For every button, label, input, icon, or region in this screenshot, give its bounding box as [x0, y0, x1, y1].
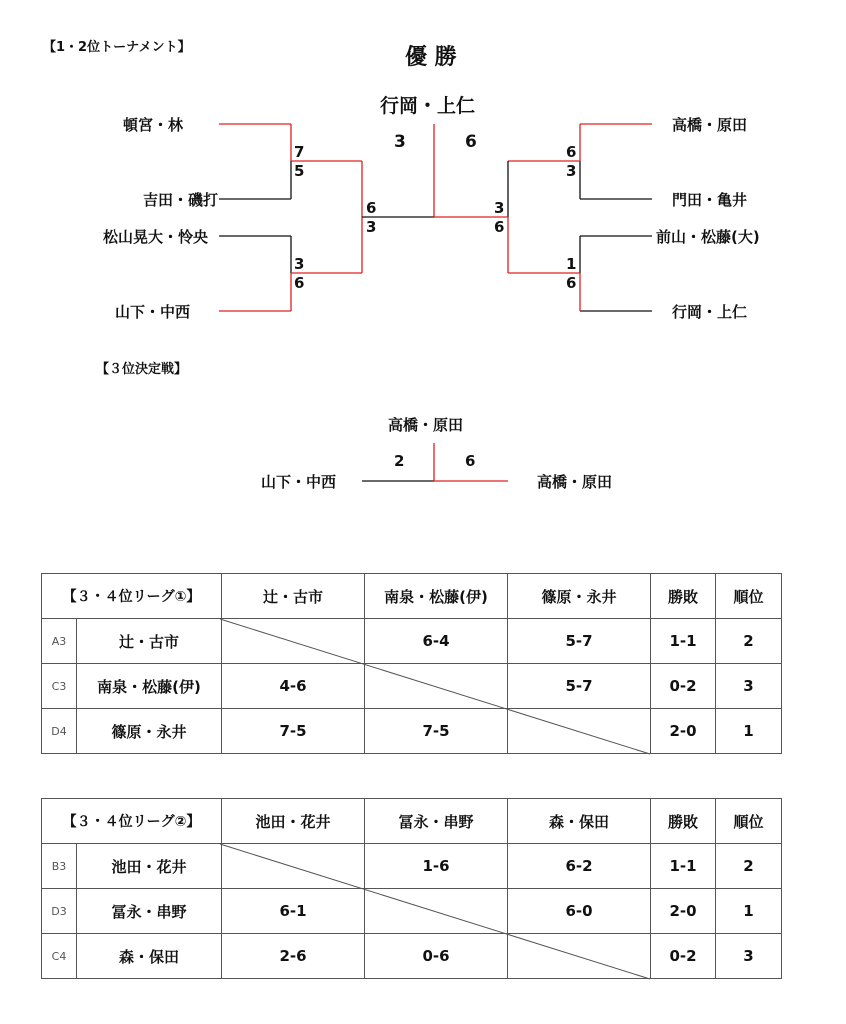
league-2-col-2: 冨永・串野 — [365, 799, 508, 844]
left-player-3: 松山晃大・怜央 — [102, 228, 208, 246]
league-2-col-rank: 順位 — [716, 799, 782, 844]
third-place-score-left: 2 — [394, 452, 405, 470]
rank-cell: 1 — [716, 889, 782, 934]
right-r1-m1-score-top: 6 — [566, 143, 577, 161]
row-player-name: 篠原・永井 — [77, 709, 222, 754]
result-cell: 7-5 — [365, 709, 508, 754]
league-1-col-1: 辻・古市 — [222, 574, 365, 619]
right-r1-m2-score-top: 1 — [566, 255, 577, 273]
row-player-name: 池田・花井 — [77, 844, 222, 889]
seed-label: C4 — [42, 934, 77, 979]
third-place-winner: 高橋・原田 — [388, 416, 464, 434]
third-place-score-right: 6 — [465, 452, 476, 470]
left-player-2: 吉田・磯打 — [142, 191, 218, 209]
tournament-section-label: 【1・2位トーナメント】 — [43, 40, 191, 55]
record-cell: 0-2 — [651, 664, 716, 709]
rank-cell: 3 — [716, 934, 782, 979]
rank-cell: 2 — [716, 844, 782, 889]
right-semi-score-bottom: 6 — [494, 218, 505, 236]
rank-cell: 2 — [716, 619, 782, 664]
result-cell: 6-0 — [508, 889, 651, 934]
left-r1-m2-score-top: 3 — [294, 255, 305, 273]
rank-cell: 3 — [716, 664, 782, 709]
row-player-name: 南泉・松藤(伊) — [77, 664, 222, 709]
record-cell: 2-0 — [651, 709, 716, 754]
seed-label: C3 — [42, 664, 77, 709]
left-player-4: 山下・中西 — [114, 303, 190, 321]
seed-label: A3 — [42, 619, 77, 664]
left-semi-score-top: 6 — [366, 199, 377, 217]
league-1-col-2: 南泉・松藤(伊) — [365, 574, 508, 619]
result-cell: 6-1 — [222, 889, 365, 934]
third-place-section-label: 【３位決定戦】 — [96, 362, 188, 377]
right-r1-m1-score-bottom: 3 — [566, 162, 577, 180]
right-semi-score-top: 3 — [494, 199, 505, 217]
league-2-col-record: 勝敗 — [651, 799, 716, 844]
seed-label: D3 — [42, 889, 77, 934]
right-player-4: 行岡・上仁 — [672, 303, 748, 321]
row-player-name: 森・保田 — [77, 934, 222, 979]
result-cell: 7-5 — [222, 709, 365, 754]
league-2-col-1: 池田・花井 — [222, 799, 365, 844]
record-cell: 1-1 — [651, 844, 716, 889]
record-cell: 2-0 — [651, 889, 716, 934]
right-r1-m2-score-bottom: 6 — [566, 274, 577, 292]
record-cell: 0-2 — [651, 934, 716, 979]
league-2-diagonal-line — [220, 844, 650, 979]
league-2-col-3: 森・保田 — [508, 799, 651, 844]
league-1-col-3: 篠原・永井 — [508, 574, 651, 619]
league-2-title: 【３・４位リーグ②】 — [42, 799, 222, 844]
result-cell: 1-6 — [365, 844, 508, 889]
result-cell: 0-6 — [365, 934, 508, 979]
final-score-left: 3 — [394, 132, 406, 152]
result-cell: 6-2 — [508, 844, 651, 889]
row-player-name: 辻・古市 — [77, 619, 222, 664]
row-player-name: 冨永・串野 — [77, 889, 222, 934]
champion-name: 行岡・上仁 — [380, 95, 476, 117]
left-semi-score-bottom: 3 — [366, 218, 377, 236]
league-1-title: 【３・４位リーグ①】 — [42, 574, 222, 619]
left-r1-m1-score-top: 7 — [294, 143, 305, 161]
right-player-2: 門田・亀井 — [672, 191, 748, 209]
third-place-right-player: 高橋・原田 — [537, 473, 613, 491]
third-place-left-player: 山下・中西 — [260, 473, 336, 491]
league-1-col-rank: 順位 — [716, 574, 782, 619]
rank-cell: 1 — [716, 709, 782, 754]
result-cell: 4-6 — [222, 664, 365, 709]
league-1-col-record: 勝敗 — [651, 574, 716, 619]
left-player-1: 頓宮・林 — [122, 116, 183, 134]
left-r1-m1-score-bottom: 5 — [294, 162, 305, 180]
final-score-right: 6 — [465, 132, 477, 152]
result-cell: 5-7 — [508, 664, 651, 709]
seed-label: B3 — [42, 844, 77, 889]
result-cell: 2-6 — [222, 934, 365, 979]
left-r1-m2-score-bottom: 6 — [294, 274, 305, 292]
record-cell: 1-1 — [651, 619, 716, 664]
result-cell: 5-7 — [508, 619, 651, 664]
seed-label: D4 — [42, 709, 77, 754]
right-player-1: 高橋・原田 — [672, 116, 748, 134]
right-player-3: 前山・松藤(大) — [656, 228, 760, 246]
result-cell: 6-4 — [365, 619, 508, 664]
champion-label: 優 勝 — [405, 45, 457, 70]
